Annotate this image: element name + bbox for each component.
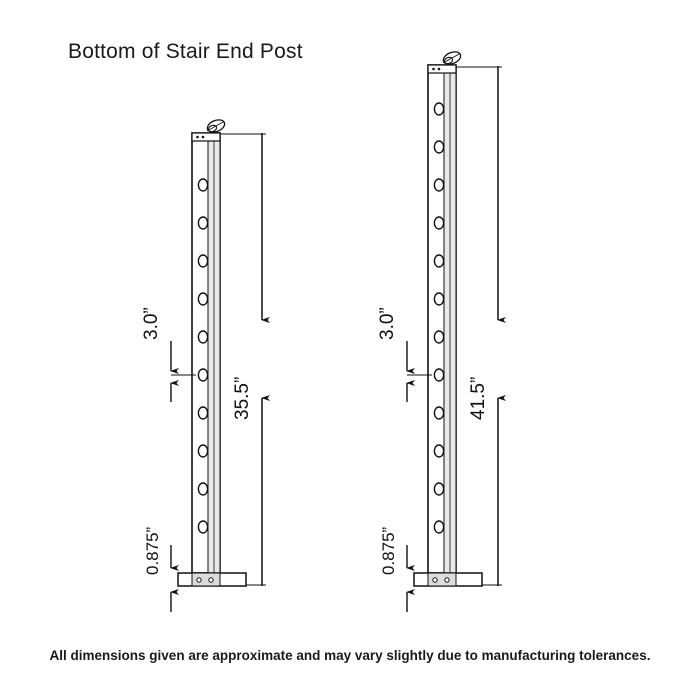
post-right-cap-dot-1: [432, 68, 435, 71]
post-left-cap-dot-1: [196, 136, 199, 139]
post-left-hole: [198, 293, 207, 305]
post-left-hole: [198, 483, 207, 495]
post-left: [178, 118, 246, 586]
post-right-hole: [434, 407, 443, 419]
post-left-top-cap: [192, 133, 220, 141]
dim-label-right-overall-height: 41.5”: [468, 376, 489, 420]
post-right-hole: [434, 217, 443, 229]
post-right-hole: [434, 141, 443, 153]
post-right-hole: [434, 293, 443, 305]
post-right-hole: [434, 521, 443, 533]
post-right-hole: [434, 331, 443, 343]
post-left-base-hole: [209, 578, 213, 582]
post-left-hole: [198, 445, 207, 457]
post-right-hole: [434, 369, 443, 381]
post-left-base-hole: [197, 578, 201, 582]
post-left-hole: [198, 217, 207, 229]
post-right-hole: [434, 255, 443, 267]
dim-label-left-overall-height: 35.5”: [232, 376, 253, 420]
post-left-base-shade: [192, 573, 220, 586]
dim-label-right-bottom-offset: 0.875”: [379, 526, 398, 575]
dim-label-left-bottom-offset: 0.875”: [143, 526, 162, 575]
dim-label-right-hole-spacing: 3.0”: [377, 307, 398, 340]
post-right-base-hole: [433, 578, 437, 582]
dim-left-overall-height: [220, 133, 266, 586]
footnote-text: All dimensions given are approximate and may vary slightly due to manufacturing tolerances.: [49, 648, 651, 663]
dim-label-left-hole-spacing: 3.0”: [141, 307, 162, 340]
dim-right-overall-height: [456, 66, 502, 586]
post-left-hole: [198, 407, 207, 419]
post-right-cap-dot-2: [438, 68, 441, 71]
post-right-hole: [434, 179, 443, 191]
post-right-base-shade: [428, 573, 456, 586]
page-title: Bottom of Stair End Post: [68, 40, 303, 63]
post-right-hole: [434, 483, 443, 495]
post-left-hole: [198, 521, 207, 533]
post-right-top-fitting: [442, 50, 463, 67]
post-right-hole: [434, 445, 443, 457]
post-left-cap-dot-2: [202, 136, 205, 139]
post-left-top-fitting: [206, 118, 227, 135]
post-left-hole: [198, 255, 207, 267]
post-left-hole: [198, 331, 207, 343]
post-right-base-hole: [445, 578, 449, 582]
post-left-hole: [198, 369, 207, 381]
post-right: [414, 50, 482, 586]
post-left-hole: [198, 179, 207, 191]
post-right-hole: [434, 103, 443, 115]
